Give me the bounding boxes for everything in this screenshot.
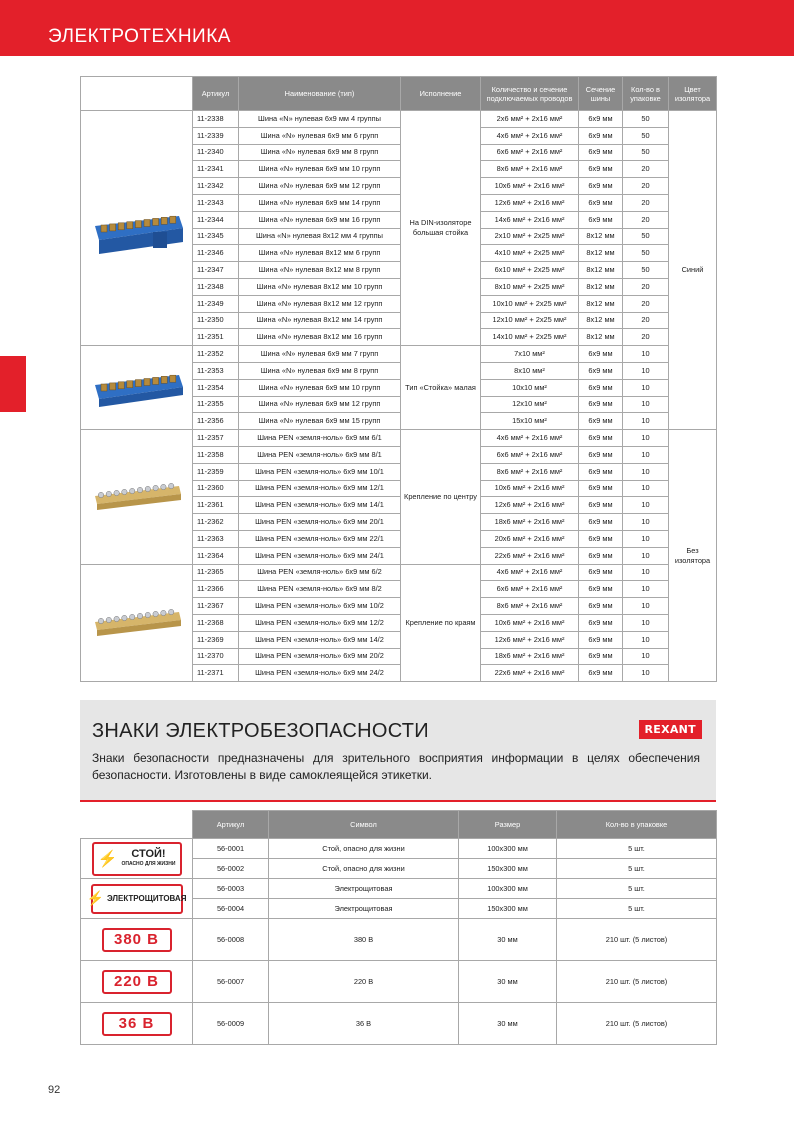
- section-cell: 6х9 мм: [579, 581, 623, 598]
- article-cell: 11-2367: [193, 598, 239, 615]
- article-cell: 11-2366: [193, 581, 239, 598]
- symbol-cell: Электрощитовая: [269, 879, 459, 899]
- name-cell: Шина «N» нулевая 6х9 мм 10 групп: [239, 379, 401, 396]
- section-title: ЗНАКИ ЭЛЕКТРОБЕЗОПАСНОСТИ: [92, 720, 429, 742]
- brass-bus-center-icon: [81, 430, 193, 564]
- section-cell: 6х9 мм: [579, 463, 623, 480]
- qty-cell: 10: [623, 430, 669, 447]
- section-cell: 6х9 мм: [579, 564, 623, 581]
- wires-cell: 10х6 мм² + 2х16 мм²: [481, 614, 579, 631]
- table-row: [81, 839, 717, 859]
- name-cell: Шина PEN «земля-ноль» 6х9 мм 10/2: [239, 598, 401, 615]
- article-cell: 11-2339: [193, 127, 239, 144]
- qty-cell: 50: [623, 245, 669, 262]
- wires-cell: 6х10 мм² + 2х25 мм²: [481, 262, 579, 279]
- lightning-icon: ⚡: [86, 890, 104, 906]
- page-header: [0, 0, 794, 56]
- article-cell: 11-2351: [193, 329, 239, 346]
- article-cell: 11-2359: [193, 463, 239, 480]
- wires-cell: 2х10 мм² + 2х25 мм²: [481, 228, 579, 245]
- article-cell: 11-2344: [193, 211, 239, 228]
- qty-cell: 10: [623, 480, 669, 497]
- section-cell: 6х9 мм: [579, 211, 623, 228]
- name-cell: Шина «N» нулевая 8х12 мм 8 групп: [239, 262, 401, 279]
- name-cell: Шина «N» нулевая 6х9 мм 14 групп: [239, 194, 401, 211]
- qty-cell: 10: [623, 396, 669, 413]
- section-cell: 6х9 мм: [579, 127, 623, 144]
- wires-cell: 14х6 мм² + 2х16 мм²: [481, 211, 579, 228]
- qty-cell: 50: [623, 262, 669, 279]
- article-cell: 11-2347: [193, 262, 239, 279]
- name-cell: Шина PEN «земля-ноль» 6х9 мм 24/2: [239, 665, 401, 682]
- qty-cell: 10: [623, 547, 669, 564]
- name-cell: Шина «N» нулевая 6х9 мм 12 групп: [239, 396, 401, 413]
- brass-bus-edge-icon: [81, 564, 193, 682]
- name-cell: Шина PEN «земля-ноль» 6х9 мм 6/2: [239, 564, 401, 581]
- qty-cell: 10: [623, 530, 669, 547]
- symbol-cell: 36 В: [269, 1003, 459, 1045]
- qty-cell: 10: [623, 614, 669, 631]
- wires-cell: 8х6 мм² + 2х16 мм²: [481, 161, 579, 178]
- article-cell: 11-2361: [193, 497, 239, 514]
- qty-cell: 20: [623, 329, 669, 346]
- name-cell: Шина «N» нулевая 6х9 мм 10 групп: [239, 161, 401, 178]
- section-cell: 6х9 мм: [579, 631, 623, 648]
- article-cell: 11-2348: [193, 278, 239, 295]
- section-cell: 6х9 мм: [579, 362, 623, 379]
- section-cell: 6х9 мм: [579, 547, 623, 564]
- qty-cell: 10: [623, 598, 669, 615]
- name-cell: Шина PEN «земля-ноль» 6х9 мм 20/2: [239, 648, 401, 665]
- wires-cell: 15х10 мм²: [481, 413, 579, 430]
- qty-cell: 5 шт.: [557, 879, 717, 899]
- article-cell: 11-2340: [193, 144, 239, 161]
- execution-cell: Тип «Стойка» малая: [401, 346, 481, 430]
- section-cell: 8х12 мм: [579, 329, 623, 346]
- qty-cell: 50: [623, 127, 669, 144]
- table-row: [81, 961, 717, 1003]
- section-cell: 8х12 мм: [579, 262, 623, 279]
- qty-cell: 20: [623, 211, 669, 228]
- article-cell: 11-2369: [193, 631, 239, 648]
- header-cell: Сечение шины: [579, 77, 623, 111]
- article-cell: 11-2357: [193, 430, 239, 447]
- execution-cell: Крепление по центру: [401, 430, 481, 564]
- symbol-cell: Стой, опасно для жизни: [269, 839, 459, 859]
- qty-cell: 10: [623, 497, 669, 514]
- safety-section: [80, 700, 716, 800]
- qty-cell: 10: [623, 379, 669, 396]
- article-cell: 11-2371: [193, 665, 239, 682]
- section-cell: 6х9 мм: [579, 614, 623, 631]
- article-cell: 11-2354: [193, 379, 239, 396]
- stop-sign: ⚡ СТОЙ! ОПАСНО ДЛЯ ЖИЗНИ: [92, 842, 182, 876]
- article-cell: 11-2338: [193, 111, 239, 128]
- qty-cell: 10: [623, 564, 669, 581]
- wires-cell: 12х6 мм² + 2х16 мм²: [481, 631, 579, 648]
- size-cell: 100х300 мм: [459, 839, 557, 859]
- wires-cell: 18х6 мм² + 2х16 мм²: [481, 648, 579, 665]
- name-cell: Шина «N» нулевая 6х9 мм 16 групп: [239, 211, 401, 228]
- wires-cell: 6х6 мм² + 2х16 мм²: [481, 581, 579, 598]
- header-title: ЭЛЕКТРОТЕХНИКА: [48, 26, 231, 47]
- symbol-cell: 220 В: [269, 961, 459, 1003]
- header-cell: Артикул: [193, 811, 269, 839]
- wires-cell: 4х10 мм² + 2х25 мм²: [481, 245, 579, 262]
- article-cell: 11-2342: [193, 178, 239, 195]
- name-cell: Шина PEN «земля-ноль» 6х9 мм 12/2: [239, 614, 401, 631]
- wires-cell: 12х10 мм²: [481, 396, 579, 413]
- header-cell: Артикул: [193, 77, 239, 111]
- table-row: [81, 346, 717, 363]
- qty-cell: 10: [623, 648, 669, 665]
- article-cell: 56-0008: [193, 919, 269, 961]
- header-cell: Исполнение: [401, 77, 481, 111]
- article-cell: 56-0001: [193, 839, 269, 859]
- qty-cell: 210 шт. (5 листов): [557, 961, 717, 1003]
- qty-cell: 20: [623, 194, 669, 211]
- header-cell: Кол-во в упаковке: [623, 77, 669, 111]
- section-cell: 6х9 мм: [579, 530, 623, 547]
- qty-cell: 5 шт.: [557, 899, 717, 919]
- wires-cell: 8х10 мм²: [481, 362, 579, 379]
- rexant-logo: REXANT: [639, 720, 703, 739]
- article-cell: 11-2355: [193, 396, 239, 413]
- name-cell: Шина «N» нулевая 6х9 мм 7 групп: [239, 346, 401, 363]
- section-cell: 6х9 мм: [579, 598, 623, 615]
- qty-cell: 20: [623, 278, 669, 295]
- wires-cell: 10х10 мм² + 2х25 мм²: [481, 295, 579, 312]
- name-cell: Шина PEN «земля-ноль» 6х9 мм 14/1: [239, 497, 401, 514]
- lightning-icon: ⚡: [97, 850, 118, 868]
- wires-cell: 10х6 мм² + 2х16 мм²: [481, 178, 579, 195]
- section-cell: 8х12 мм: [579, 312, 623, 329]
- wires-cell: 12х6 мм² + 2х16 мм²: [481, 194, 579, 211]
- table-row: [81, 111, 717, 128]
- section-cell: 6х9 мм: [579, 446, 623, 463]
- image-header: [81, 77, 193, 111]
- size-cell: 150х300 мм: [459, 859, 557, 879]
- article-cell: 11-2363: [193, 530, 239, 547]
- article-cell: 56-0003: [193, 879, 269, 899]
- name-cell: Шина «N» нулевая 6х9 мм 4 группы: [239, 111, 401, 128]
- name-cell: Шина PEN «земля-ноль» 6х9 мм 22/1: [239, 530, 401, 547]
- section-cell: 6х9 мм: [579, 346, 623, 363]
- voltage-sign: 36 В: [102, 1012, 172, 1036]
- name-cell: Шина PEN «земля-ноль» 6х9 мм 8/1: [239, 446, 401, 463]
- article-cell: 56-0007: [193, 961, 269, 1003]
- qty-cell: 50: [623, 111, 669, 128]
- section-cell: 8х12 мм: [579, 245, 623, 262]
- section-cell: 8х12 мм: [579, 228, 623, 245]
- section-cell: 6х9 мм: [579, 497, 623, 514]
- article-cell: 11-2368: [193, 614, 239, 631]
- name-cell: Шина «N» нулевая 8х12 мм 16 групп: [239, 329, 401, 346]
- article-cell: 11-2352: [193, 346, 239, 363]
- wires-cell: 7х10 мм²: [481, 346, 579, 363]
- name-cell: Шина «N» нулевая 6х9 мм 12 групп: [239, 178, 401, 195]
- qty-cell: 10: [623, 446, 669, 463]
- qty-cell: 10: [623, 362, 669, 379]
- wires-cell: 2х6 мм² + 2х16 мм²: [481, 111, 579, 128]
- wires-cell: 6х6 мм² + 2х16 мм²: [481, 144, 579, 161]
- sign-image-cell: [81, 879, 193, 919]
- section-cell: 6х9 мм: [579, 396, 623, 413]
- size-cell: 30 мм: [459, 919, 557, 961]
- section-cell: 6х9 мм: [579, 514, 623, 531]
- section-cell: 6х9 мм: [579, 413, 623, 430]
- wires-cell: 4х6 мм² + 2х16 мм²: [481, 564, 579, 581]
- section-cell: 6х9 мм: [579, 111, 623, 128]
- color-cell: Без изолятора: [669, 430, 717, 682]
- name-cell: Шина PEN «земля-ноль» 6х9 мм 10/1: [239, 463, 401, 480]
- table-row: [81, 430, 717, 447]
- wires-cell: 10х6 мм² + 2х16 мм²: [481, 480, 579, 497]
- name-cell: Шина PEN «земля-ноль» 6х9 мм 12/1: [239, 480, 401, 497]
- name-cell: Шина «N» нулевая 8х12 мм 6 групп: [239, 245, 401, 262]
- name-cell: Шина «N» нулевая 8х12 мм 12 групп: [239, 295, 401, 312]
- wires-cell: 10х10 мм²: [481, 379, 579, 396]
- section-cell: 8х12 мм: [579, 295, 623, 312]
- article-cell: 11-2360: [193, 480, 239, 497]
- name-cell: Шина PEN «земля-ноль» 6х9 мм 24/1: [239, 547, 401, 564]
- sign-image-cell: [81, 961, 193, 1003]
- section-cell: 6х9 мм: [579, 430, 623, 447]
- section-cell: 6х9 мм: [579, 194, 623, 211]
- section-cell: 6х9 мм: [579, 178, 623, 195]
- blue-bus-small-icon: [81, 346, 193, 430]
- name-cell: Шина «N» нулевая 8х12 мм 14 групп: [239, 312, 401, 329]
- color-cell: Синий: [669, 111, 717, 430]
- side-tab: [0, 356, 26, 412]
- qty-cell: 210 шт. (5 листов): [557, 919, 717, 961]
- header-cell: Кол-во в упаковке: [557, 811, 717, 839]
- article-cell: 11-2343: [193, 194, 239, 211]
- name-cell: Шина «N» нулевая 6х9 мм 6 групп: [239, 127, 401, 144]
- qty-cell: 20: [623, 178, 669, 195]
- article-cell: 11-2349: [193, 295, 239, 312]
- name-cell: Шина PEN «земля-ноль» 6х9 мм 8/2: [239, 581, 401, 598]
- article-cell: 11-2365: [193, 564, 239, 581]
- qty-cell: 10: [623, 631, 669, 648]
- table-row: [81, 919, 717, 961]
- table-row: [81, 564, 717, 581]
- symbol-cell: Стой, опасно для жизни: [269, 859, 459, 879]
- page-number: 92: [48, 1084, 61, 1096]
- symbol-cell: 380 В: [269, 919, 459, 961]
- qty-cell: 20: [623, 161, 669, 178]
- signs-table: [80, 810, 717, 1045]
- qty-cell: 10: [623, 346, 669, 363]
- wires-cell: 4х6 мм² + 2х16 мм²: [481, 127, 579, 144]
- section-cell: 8х12 мм: [579, 278, 623, 295]
- name-cell: Шина «N» нулевая 8х12 мм 4 группы: [239, 228, 401, 245]
- header-cell: Символ: [269, 811, 459, 839]
- article-cell: 11-2353: [193, 362, 239, 379]
- qty-cell: 10: [623, 514, 669, 531]
- size-cell: 30 мм: [459, 961, 557, 1003]
- wires-cell: 12х10 мм² + 2х25 мм²: [481, 312, 579, 329]
- wires-cell: 4х6 мм² + 2х16 мм²: [481, 430, 579, 447]
- section-cell: 6х9 мм: [579, 480, 623, 497]
- name-cell: Шина PEN «земля-ноль» 6х9 мм 6/1: [239, 430, 401, 447]
- article-cell: 56-0009: [193, 1003, 269, 1045]
- symbol-cell: Электрощитовая: [269, 899, 459, 919]
- sign-image-cell: [81, 839, 193, 879]
- qty-cell: 10: [623, 463, 669, 480]
- article-cell: 11-2364: [193, 547, 239, 564]
- section-cell: 6х9 мм: [579, 648, 623, 665]
- wires-cell: 20х6 мм² + 2х16 мм²: [481, 530, 579, 547]
- article-cell: 11-2346: [193, 245, 239, 262]
- article-cell: 11-2358: [193, 446, 239, 463]
- qty-cell: 210 шт. (5 листов): [557, 1003, 717, 1045]
- voltage-sign: 220 В: [102, 970, 172, 994]
- qty-cell: 10: [623, 581, 669, 598]
- qty-cell: 50: [623, 228, 669, 245]
- wires-cell: 14х10 мм² + 2х25 мм²: [481, 329, 579, 346]
- blue-bus-large-icon: [81, 111, 193, 346]
- name-cell: Шина «N» нулевая 8х12 мм 10 групп: [239, 278, 401, 295]
- header-cell: Наименование (тип): [239, 77, 401, 111]
- table-row: [81, 1003, 717, 1045]
- article-cell: 11-2362: [193, 514, 239, 531]
- wires-cell: 22х6 мм² + 2х16 мм²: [481, 665, 579, 682]
- name-cell: Шина PEN «земля-ноль» 6х9 мм 14/2: [239, 631, 401, 648]
- name-cell: Шина «N» нулевая 6х9 мм 8 групп: [239, 144, 401, 161]
- article-cell: 56-0004: [193, 899, 269, 919]
- name-cell: Шина PEN «земля-ноль» 6х9 мм 20/1: [239, 514, 401, 531]
- name-cell: Шина «N» нулевая 6х9 мм 8 групп: [239, 362, 401, 379]
- sign-image-cell: [81, 919, 193, 961]
- wires-cell: 8х6 мм² + 2х16 мм²: [481, 463, 579, 480]
- qty-cell: 20: [623, 295, 669, 312]
- section-cell: 6х9 мм: [579, 161, 623, 178]
- size-cell: 150х300 мм: [459, 899, 557, 919]
- switchboard-sign: ⚡ ЭЛЕКТРОЩИТОВАЯ: [91, 884, 183, 914]
- execution-cell: На DIN-изоляторе большая стойка: [401, 111, 481, 346]
- article-cell: 11-2370: [193, 648, 239, 665]
- section-cell: 6х9 мм: [579, 144, 623, 161]
- execution-cell: Крепление по краям: [401, 564, 481, 682]
- wires-cell: 6х6 мм² + 2х16 мм²: [481, 446, 579, 463]
- bus-table: [80, 76, 717, 682]
- size-cell: 30 мм: [459, 1003, 557, 1045]
- size-cell: 100х300 мм: [459, 879, 557, 899]
- wires-cell: 8х6 мм² + 2х16 мм²: [481, 598, 579, 615]
- section-divider: [80, 800, 716, 802]
- qty-cell: 10: [623, 665, 669, 682]
- wires-cell: 18х6 мм² + 2х16 мм²: [481, 514, 579, 531]
- name-cell: Шина «N» нулевая 6х9 мм 15 групп: [239, 413, 401, 430]
- wires-cell: 22х6 мм² + 2х16 мм²: [481, 547, 579, 564]
- article-cell: 11-2341: [193, 161, 239, 178]
- header-cell: Цвет изолятора: [669, 77, 717, 111]
- wires-cell: 8х10 мм² + 2х25 мм²: [481, 278, 579, 295]
- qty-cell: 5 шт.: [557, 859, 717, 879]
- article-cell: 56-0002: [193, 859, 269, 879]
- section-cell: 6х9 мм: [579, 665, 623, 682]
- article-cell: 11-2345: [193, 228, 239, 245]
- qty-cell: 5 шт.: [557, 839, 717, 859]
- qty-cell: 10: [623, 413, 669, 430]
- image-header: [81, 811, 193, 839]
- wires-cell: 12х6 мм² + 2х16 мм²: [481, 497, 579, 514]
- article-cell: 11-2350: [193, 312, 239, 329]
- table-row: [81, 879, 717, 899]
- voltage-sign: 380 В: [102, 928, 172, 952]
- header-cell: Количество и сечение подключаемых проводов: [481, 77, 579, 111]
- header-cell: Размер: [459, 811, 557, 839]
- qty-cell: 20: [623, 312, 669, 329]
- article-cell: 11-2356: [193, 413, 239, 430]
- sign-image-cell: [81, 1003, 193, 1045]
- section-description: Знаки безопасности предназначены для зрительного восприятия информации в целях обеспечения безопасности. Изготовлены в виде самоклеящейся этикетки.: [92, 751, 700, 782]
- section-cell: 6х9 мм: [579, 379, 623, 396]
- qty-cell: 50: [623, 144, 669, 161]
